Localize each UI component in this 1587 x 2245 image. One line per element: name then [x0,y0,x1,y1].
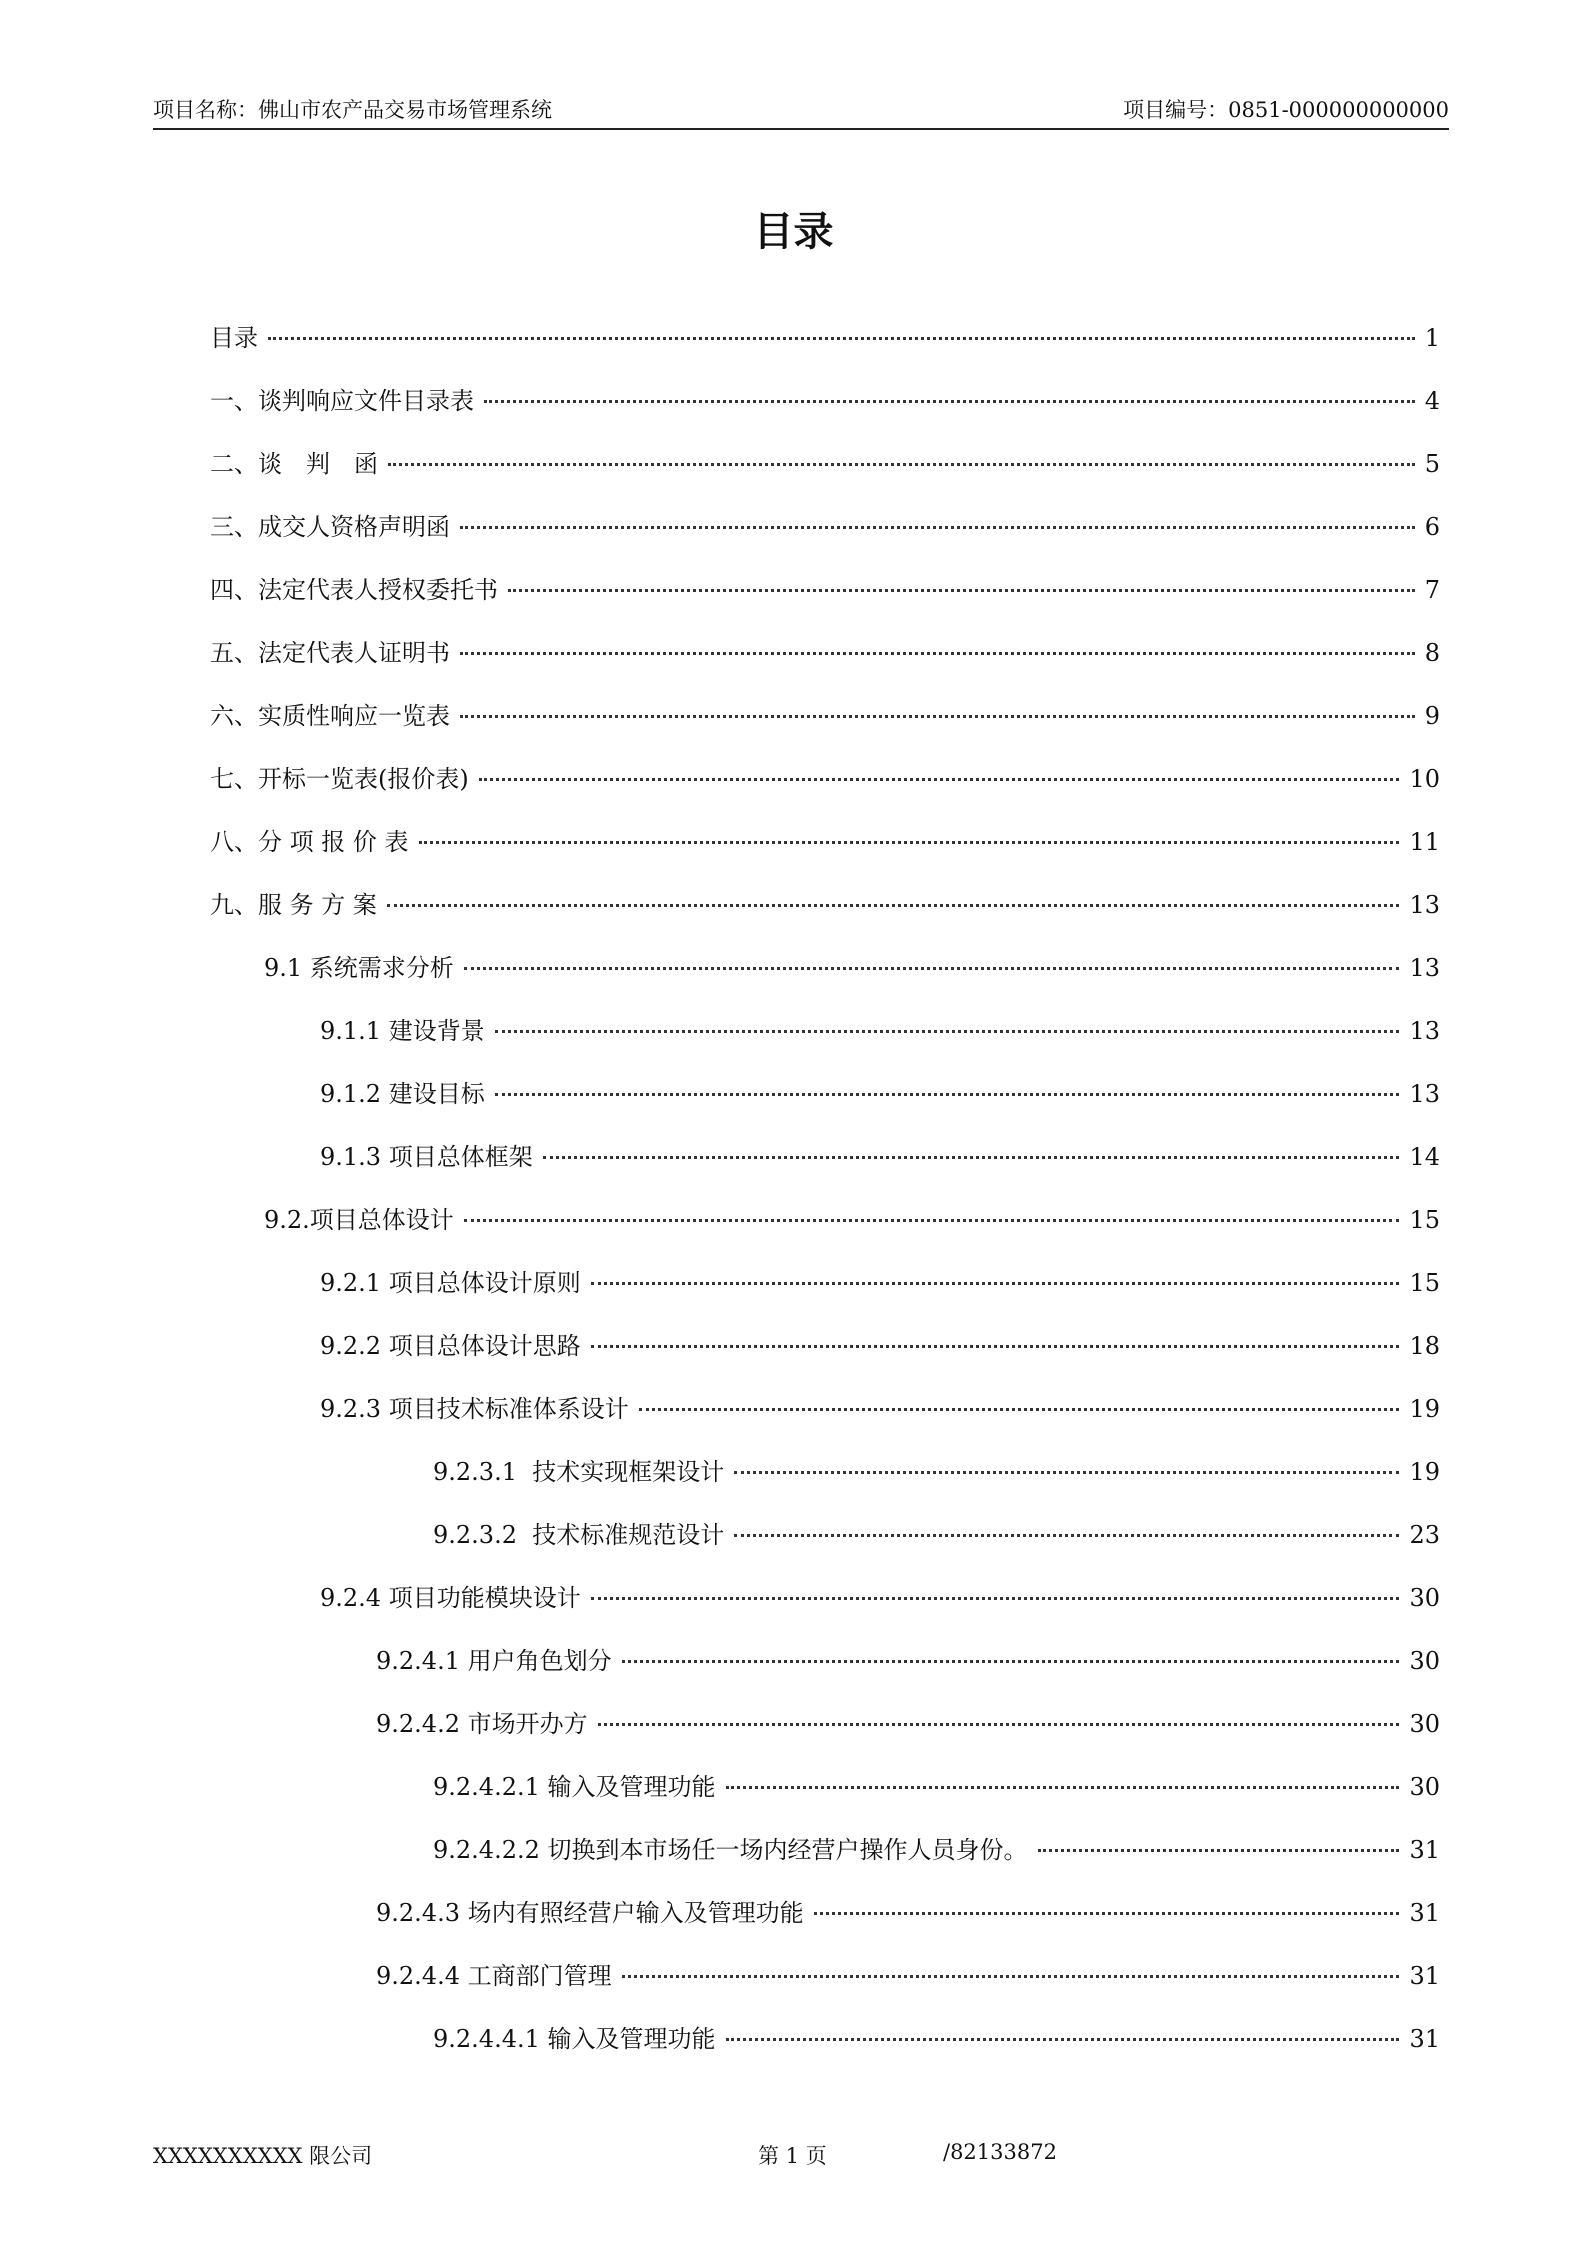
toc-entry-label: 七、开标一览表(报价表) [210,765,469,793]
toc-entry-page: 31 [1409,1962,1440,1990]
toc-entry-label: 9.2.4.4 工商部门管理 [376,1962,612,1990]
toc-entry-page: 31 [1409,1836,1440,1864]
toc-entry[interactable] [210,822,1440,885]
toc-leader-dots [622,1660,1400,1663]
toc-entry-page: 8 [1424,639,1440,667]
toc-leader-dots [591,1282,1400,1285]
toc-entry[interactable] [210,1578,1440,1641]
toc-entry-page: 5 [1424,450,1440,478]
toc-entry-page: 6 [1424,513,1440,541]
toc-entry-page: 13 [1409,1017,1440,1045]
toc-leader-dots [460,652,1415,655]
toc-entry-label: 9.2.4.2 市场开办方 [376,1710,588,1738]
toc-leader-dots [495,1093,1400,1096]
toc-entry[interactable] [210,381,1440,444]
toc-leader-dots [460,715,1415,718]
toc-entry[interactable] [210,759,1440,822]
toc-leader-dots [1038,1849,1400,1852]
toc-entry-label: 9.2.4.2.1 输入及管理功能 [433,1773,716,1801]
toc-entry-page: 30 [1409,1773,1440,1801]
toc-entry-label: 9.1 系统需求分析 [264,954,454,982]
toc-entry-label: 9.2.4 项目功能模块设计 [320,1584,581,1612]
toc-entry[interactable] [210,633,1440,696]
toc-entry-label: 9.1.3 项目总体框架 [320,1143,533,1171]
toc-entry[interactable] [210,507,1440,570]
toc-entry-label: 三、成交人资格声明函 [210,513,450,541]
toc-entry[interactable] [210,948,1440,1011]
toc-entry-page: 30 [1409,1584,1440,1612]
toc-leader-dots [591,1597,1400,1600]
page-title: 目录 [753,209,834,255]
toc-entry[interactable] [210,1515,1440,1578]
toc-leader-dots [268,337,1415,340]
project-name: 项目名称：佛山市农产品交易市场管理系统 [153,98,552,122]
page-footer [153,2140,1449,2170]
toc-entry-label: 9.2.4.2.2 切换到本市场任一场内经营户操作人员身份。 [433,1836,1028,1864]
toc-entry-page: 18 [1409,1332,1440,1360]
toc-leader-dots [598,1723,1400,1726]
toc-entry-label: 五、法定代表人证明书 [210,639,450,667]
project-number: 项目编号：0851-000000000000 [1123,98,1449,122]
toc-entry-label: 9.2.项目总体设计 [264,1206,454,1234]
toc-entry-page: 19 [1409,1395,1440,1423]
toc-entry-page: 19 [1409,1458,1440,1486]
toc-entry-label: 目录 [210,324,258,352]
toc-leader-dots [508,589,1415,592]
toc-entry-label: 9.2.4.4.1 输入及管理功能 [433,2025,716,2053]
toc-entry-label: 9.2.1 项目总体设计原则 [320,1269,581,1297]
toc-entry[interactable] [210,1641,1440,1704]
toc-entry-label: 9.2.4.3 场内有照经营户输入及管理功能 [376,1899,804,1927]
toc-entry-label: 9.2.3.2 技术标准规范设计 [433,1521,725,1549]
toc-entry-page: 14 [1409,1143,1440,1171]
toc-leader-dots [726,1786,1400,1789]
toc-leader-dots [460,526,1415,529]
toc-entry-page: 13 [1409,1080,1440,1108]
toc-entry-label: 9.2.4.1 用户角色划分 [376,1647,612,1675]
toc-entry-page: 15 [1409,1206,1440,1234]
footer-phone: /82133872 [943,2140,1057,2164]
toc-leader-dots [814,1912,1400,1915]
toc-entry[interactable] [210,1893,1440,1956]
toc-entry[interactable] [210,1830,1440,1893]
toc-leader-dots [495,1030,1400,1033]
toc-entry[interactable] [210,1137,1440,1200]
toc-entry[interactable] [210,1200,1440,1263]
toc-entry-page: 23 [1409,1521,1440,1549]
toc-leader-dots [734,1534,1399,1537]
toc-leader-dots [479,778,1400,781]
toc-entry-page: 1 [1424,324,1440,352]
toc-entry-page: 11 [1409,828,1440,856]
toc-leader-dots [591,1345,1400,1348]
page-header [153,90,1449,130]
toc-entry[interactable] [210,318,1440,381]
toc-entry[interactable] [210,444,1440,507]
toc-entry-page: 4 [1424,387,1440,415]
toc-entry[interactable] [210,1389,1440,1452]
toc-entry-label: 9.2.2 项目总体设计思路 [320,1332,581,1360]
toc-leader-dots [622,1975,1400,1978]
toc-entry-page: 31 [1409,1899,1440,1927]
toc-entry-label: 一、谈判响应文件目录表 [210,387,474,415]
toc-entry-label: 9.1.2 建设目标 [320,1080,485,1108]
toc-entry-page: 13 [1409,954,1440,982]
toc-entry[interactable] [210,2019,1440,2082]
toc-entry[interactable] [210,696,1440,759]
toc-entry[interactable] [210,1452,1440,1515]
toc-entry-label: 九、服 务 方 案 [210,891,377,919]
toc-leader-dots [387,904,1400,907]
toc-leader-dots [734,1471,1399,1474]
toc-entry[interactable] [210,1263,1440,1326]
toc-entry-page: 15 [1409,1269,1440,1297]
toc-leader-dots [726,2038,1400,2041]
toc-entry-label: 9.2.3.1 技术实现框架设计 [433,1458,725,1486]
toc-entry[interactable] [210,1074,1440,1137]
toc-leader-dots [484,400,1415,403]
toc-entry-label: 四、法定代表人授权委托书 [210,576,498,604]
toc-leader-dots [464,1219,1400,1222]
toc-entry-page: 30 [1409,1710,1440,1738]
toc-entry-label: 二、谈 判 函 [210,450,378,478]
toc-leader-dots [419,841,1400,844]
toc-entry[interactable] [210,1011,1440,1074]
toc-leader-dots [639,1408,1400,1411]
toc-entry-page: 30 [1409,1647,1440,1675]
toc-entry-page: 13 [1409,891,1440,919]
table-of-contents [210,318,1440,2082]
toc-entry[interactable] [210,1767,1440,1830]
toc-entry-page: 10 [1409,765,1440,793]
toc-entry-page: 7 [1424,576,1440,604]
toc-entry[interactable] [210,1704,1440,1767]
toc-entry[interactable] [210,1326,1440,1389]
footer-page-number: 第 1 页 [758,2144,827,2168]
toc-leader-dots [543,1156,1400,1159]
toc-entry-label: 八、分 项 报 价 表 [210,828,409,856]
toc-entry[interactable] [210,885,1440,948]
toc-entry-page: 9 [1424,702,1440,730]
toc-entry[interactable] [210,570,1440,633]
toc-entry-label: 六、实质性响应一览表 [210,702,450,730]
toc-entry[interactable] [210,1956,1440,2019]
toc-entry-label: 9.1.1 建设背景 [320,1017,485,1045]
toc-entry-label: 9.2.3 项目技术标准体系设计 [320,1395,629,1423]
toc-leader-dots [388,463,1415,466]
toc-leader-dots [464,967,1400,970]
toc-entry-page: 31 [1409,2025,1440,2053]
footer-company: XXXXXXXXXX 限公司 [153,2144,373,2168]
